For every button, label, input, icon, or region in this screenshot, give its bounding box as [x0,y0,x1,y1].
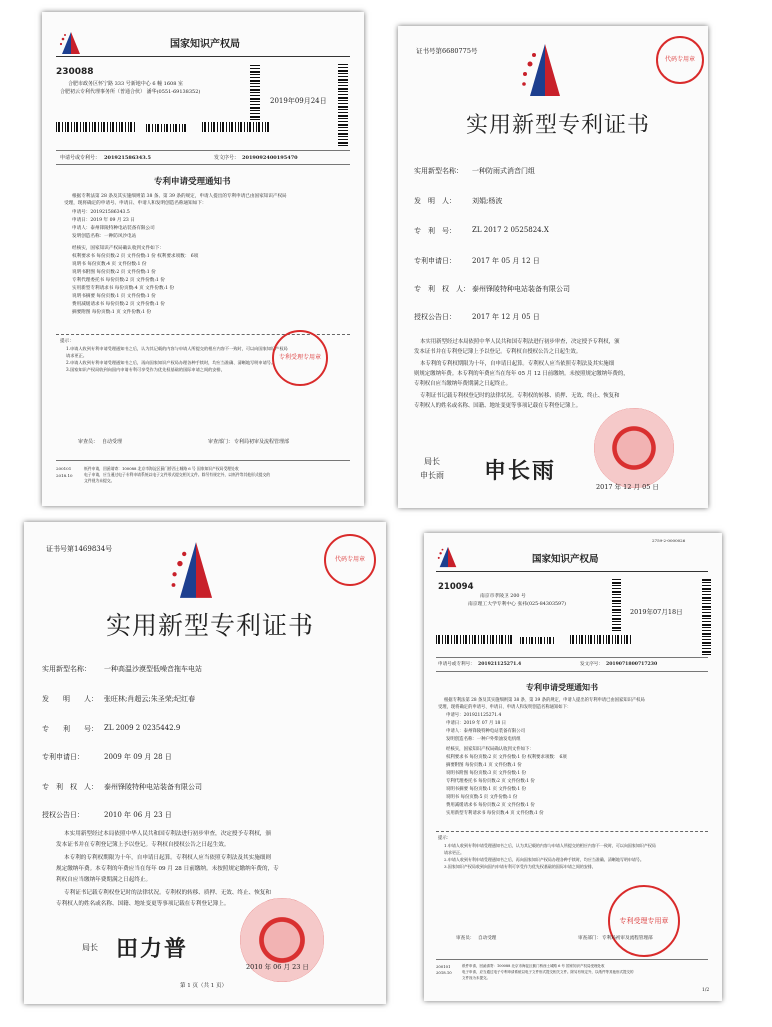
files-intro: 经核实，国家知识产权局确认收到文件如下： [446,747,534,752]
item-app-date: 申请日：2019 年 07 月 18 日 [446,721,507,726]
body-line: 规定缴纳年费。本专利的年费应当在每年 09 月 28 日前缴纳。未按照规定缴纳年费的，专 [56,866,279,872]
grant-date: 2010 年 06 月 23 日 [104,811,172,819]
filing-date: 2009 年 09 月 28 日 [104,753,172,761]
file-row: 费用减缓请求书 每份页数:2 页 文件份数:1 份 [446,803,535,808]
address-line-2: 南京理工大学专利中心 张祎(025-84303597) [468,602,567,607]
inventor: 刘娟;杨波 [472,197,503,205]
chief-name: 申长雨 [420,471,444,480]
chief-label: 局长 [424,457,440,466]
examiner: 自动受理 [478,936,497,941]
send-no: 2019071800717230 [606,662,658,667]
item-invention-name: 发明创造名称：一种户外柴油发电机组 [446,737,521,742]
file-row: 专利代理委托书 每份页数:2 页 文件份数:1 份 [72,278,165,283]
address-line-2: 合肥初云专利代理事务所（普通合伙） 潘华(0551-69138352) [60,89,201,95]
cnipa-logo-icon [516,42,574,98]
patent-no: ZL 2009 2 0235442.9 [104,724,181,732]
invention-label: 实用新型名称： [414,167,463,175]
chief-signature: 申长雨 [484,458,557,484]
divider [436,831,708,832]
app-no: 201921125271.4 [478,662,522,667]
page-indicator: 第 1 页（共 1 页） [180,983,227,989]
address-line-1: 合肥市政务区怀宁路 333 号新地中心 6 幢 1608 室 [68,81,183,87]
body-line: 本专利的专利权期限为十年，自申请日起算。专利权人应当依照专利法及其实施细则 [64,855,271,861]
file-row: 权利要求书 每份页数:2 页 文件份数:1 份 权利要求项数： 6项 [446,755,567,760]
item-applicant: 申请人：泰州锋陵特种电站装备有限公司 [446,729,526,734]
footer-code-2: 2018.10 [56,473,73,478]
patent-certificate-2 [24,522,386,1004]
footer-line-2: 电子申请，应当通过电子专利申请系统以电子文件形式提交相关文件。除另有规定外，以纸件等其他形式提交的 [462,970,634,974]
office-header: 国家知识产权局 [170,39,240,50]
note-line: 1.申请人收到专利申请受理通知书之后，认为其记载的内容与申请人所提交的相应内容不一致时，可以向国家知识产权局 [444,843,656,848]
note-line: 3.国家知识产权局收到向国内申请专利可享受作为优先权基础的国际申请之间的安排， [444,864,596,869]
invention-name: 一种高温沙漠型低噪音拖车电站 [104,665,202,673]
seal-date: 2010 年 06 月 23 日 [246,963,309,971]
patent-owner: 泰州锋陵特种电站装备有限公司 [472,285,570,293]
state-seal-icon [594,408,674,488]
acceptance-stamp: 专利受理专用章 [608,885,680,957]
note-line: 2.申请人收到专利申请受理通知书之后，再向国家知识产权局办理各种手续时，均应当准确、清晰地写明申请号。 [66,360,276,365]
filing-date-label: 专利申请日： [42,753,84,761]
patent-certificate-1 [398,26,708,508]
body-line: 本实用新型经过本局依照中华人民共和国专利法进行初步审查，决定授予专利权，颁 [64,831,271,837]
notes-label: 提示： [60,339,74,344]
body-line: 利权自应当缴纳年费期满之日起终止。 [56,877,152,883]
intro-line-2: 受理，现将确定的申请号、申请日、申请人和发明创造名称通知如下： [438,705,572,710]
page-indicator: 1/2 [702,988,710,993]
file-row: 费用减缓请求书 每份页数:2 页 文件份数:1 份 [72,302,165,307]
body-line: 专利权人的姓名或名称、国籍、地址变更等事项记载在专利登记簿上。 [56,901,230,907]
header-rule [56,56,350,57]
inventor: 张旺林;肖超云;朱圣荣;纪红春 [104,695,196,703]
filing-date-label: 专利申请日： [414,257,456,265]
body-line: 专利权自应当缴纳年费期满之日起终止。 [414,381,512,387]
note-line: 请求更正。 [444,850,464,855]
filing-date: 2017 年 05 月 12 日 [472,257,540,265]
file-row: 实用新型专利请求书 每份页数:4 页 文件份数:1 份 [446,811,544,816]
body-line: 专利证书记载专利权登记时的法律状况。专利权的转移、质押、无效、终止、恢复和 [420,393,620,399]
cnipa-logo-icon [164,540,228,600]
rule [436,657,708,658]
barcode-vertical-right [702,579,711,655]
cert-number: 证书号第1469834号 [46,545,113,553]
acceptance-notice-1 [42,12,364,506]
file-row: 说明书 每份页数:5 页 文件份数:1 份 [446,795,518,800]
dept: 专利局初审及流程管理部 [234,439,290,445]
barcode [436,635,512,644]
file-row: 说明书摘要 每份页数:1 页 文件份数:1 份 [72,294,156,299]
item-app-no: 申请号：201921125271.4 [446,713,502,718]
body-line: 发本证书并在专利登记簿上予以登记。专利权自授权公告之日起生效。 [56,842,230,848]
item-app-date: 申请日：2019 年 09 月 23 日 [72,218,135,223]
barcode-vertical-right [338,64,348,146]
footer-code-2: 2018.10 [436,970,452,975]
note-line: 2.申请人收到专利申请受理通知书之后，再向国家知识产权局办理各种手续时，均应当准确、清晰地写明申请号。 [444,857,644,862]
body-line: 本专利的专利权期限为十年，自申请日起算。专利权人应当依照专利法及其实施细 [420,361,615,367]
chief-signature: 田力普 [116,936,189,962]
invention-name: 一种防雨式消音门组 [472,167,535,175]
patent-no-label: 专 利 号： [42,725,98,733]
notice-date: 2019年09月24日 [270,97,327,105]
intro-line-2: 受理，现将确定的申请号、申请日、申请人和发明创造名称通知如下： [64,201,207,206]
inventor-label: 发 明 人： [414,197,456,205]
body-line: 本实用新型经过本局依照中华人民共和国专利法进行初步审查，决定授予专利权，颁 [420,339,620,345]
owner-label: 专 利 权 人： [42,783,98,791]
files-intro: 经核实，国家知识产权局确认收到文件如下： [72,246,164,251]
send-no-label: 发文序号： [580,662,603,667]
cnipa-logo-icon [436,545,460,569]
barcode-small [146,124,186,132]
file-row: 专利代理委托书 每份页数:2 页 文件份数:1 份 [446,779,535,784]
file-row: 说明书摘要 每份页数:1 页 文件份数:1 份 [446,787,526,792]
file-row: 说明书附图 每份页数:3 页 文件份数:1 份 [446,771,526,776]
note-line: 1.申请人收到专利申请受理通知书之后，认为其记载的内容与申请人所提交的相应内容不一致时，可以向国家知识产权局 [66,346,288,351]
footer-line-1: 纸件申请，回函请寄：100088 北京市海淀区蓟门桥西土城路 6 号 国家知识产权局受理处收 [462,964,605,968]
header-rule [436,571,708,572]
footer-rule [436,959,708,960]
barcode-small [520,637,556,644]
barcode-vertical [612,579,621,631]
notice-title: 专利申请受理通知书 [526,682,598,692]
intro-line-1: 根据专利法第 28 条及其实施细则第 38 条、第 39 条的规定，申请人提出的专利申请已由国家知识产权局 [444,698,645,703]
grant-date: 2017 年 12 月 05 日 [472,313,540,321]
footer-line-2: 电子申请，应当通过电子专利申请系统以电子文件形式提交相关文件。除另有规定外，以纸件等其他形式提交的 [84,472,271,477]
dept-label: 审查部门： [208,439,234,445]
examiner-label: 审查员： [456,936,475,941]
notice-date: 2019年07月18日 [630,608,683,616]
item-applicant: 申请人：泰州锋陵特种电站装备有限公司 [72,226,155,231]
footer-code-1: 200101 [56,466,72,471]
note-line: 请求更正。 [66,353,87,358]
file-row: 摘要附图 每份页数:1 页 文件份数:1 份 [72,310,152,315]
file-row: 权利要求书 每份页数:2 页 文件份数:1 份 权利要求项数： 6项 [72,254,199,259]
rule [56,164,350,165]
cnipa-logo-icon [58,30,84,56]
office-header: 国家知识产权局 [532,554,599,565]
postcode: 210094 [438,582,474,592]
grant-date-label: 授权公告日： [42,811,84,819]
footer-code-1: 200101 [436,964,451,969]
body-line: 专利证书记载专利权登记时的法律状况。专利权的转移、质押、无效、终止、恢复和 [64,890,271,896]
dept: 专利局初审及流程管理部 [602,936,653,941]
acceptance-stamp: 专利受理专用章 [272,330,328,386]
app-no: 201921586343.5 [104,155,151,161]
app-no-label: 申请号或专利号： [60,155,101,161]
top-code: 2759-2-0000026 [652,538,686,543]
dept-label: 审查部门： [578,936,601,941]
file-row: 说明书 每份页数:4 页 文件份数:1 份 [72,262,147,267]
barcode-2 [202,122,270,132]
footer-line-1: 纸件申请，回函请寄：100088 北京市海淀区蓟门桥西土城路 6 号 国家知识产权局受理处收 [84,466,239,471]
certificate-stamp: 代码专用章 [324,534,376,586]
postcode: 230088 [56,67,94,77]
app-no-label: 申请号或专利号： [438,662,475,667]
patent-no: ZL 2017 2 0525824.X [472,226,549,234]
body-line: 则规定缴纳年费。本专利的年费应当在每年 05 月 12 日前缴纳。未按照规定缴纳年费的， [414,371,629,377]
acceptance-notice-2 [424,533,722,1001]
footer-rule [56,460,350,461]
note-line: 3.国家知识产权局收到向国内申请专利可享受作为优先权基础的国际申请之间的安排， [66,367,225,372]
cert-number: 证书号第6680775号 [416,47,478,55]
notes-label: 提示： [438,836,452,841]
send-no-label: 发文序号： [214,155,240,161]
intro-line-1: 根据专利法第 28 条及其实施细则第 38 条、第 39 条的规定，申请人提出的专利申请已由国家知识产权局 [72,194,287,199]
item-app-no: 申请号：201921586343.5 [72,210,130,215]
invention-label: 实用新型名称： [42,665,91,673]
notice-title: 专利申请受理通知书 [154,177,231,187]
certificate-title: 实用新型专利证书 [106,611,315,640]
seal-date: 2017 年 12 月 05 日 [596,483,659,491]
item-invention-name: 发明创造名称：一种防风沙电站 [72,234,137,239]
examiner: 自动受理 [102,439,123,445]
owner-label: 专 利 权 人： [414,285,470,293]
barcode-2 [570,635,632,644]
body-line: 专利权人的姓名或名称、国籍、地址变更等事项记载在专利登记簿上。 [414,403,582,409]
rule [56,150,350,151]
certificate-title: 实用新型专利证书 [466,113,651,138]
file-row: 实用新型专利请求书 每份页数:4 页 文件份数:1 份 [72,286,175,291]
chief-label: 局长 [82,943,98,952]
send-no: 2019092400195470 [242,155,298,161]
patent-owner: 泰州锋陵特种电站装备有限公司 [104,783,202,791]
file-row: 说明书附图 每份页数:2 页 文件份数:1 份 [72,270,156,275]
grant-date-label: 授权公告日： [414,313,456,321]
body-line: 发本证书并在专利登记簿上予以登记。专利权自授权公告之日起生效。 [414,349,582,355]
inventor-label: 发 明 人： [42,695,98,703]
rule [436,671,708,672]
footer-line-3: 文件视为未提交。 [84,478,115,483]
footer-line-3: 文件视为未提交。 [462,976,490,980]
barcode [56,122,136,132]
certificate-stamp: 代码专用章 [656,36,704,84]
file-row: 摘要附图 每份页数:1 页 文件份数:1 份 [446,763,522,768]
patent-no-label: 专 利 号： [414,227,456,235]
examiner-label: 审查员： [78,439,99,445]
address-line-1: 南京市孝陵卫 200 号 [480,594,526,599]
barcode-vertical [250,64,260,120]
